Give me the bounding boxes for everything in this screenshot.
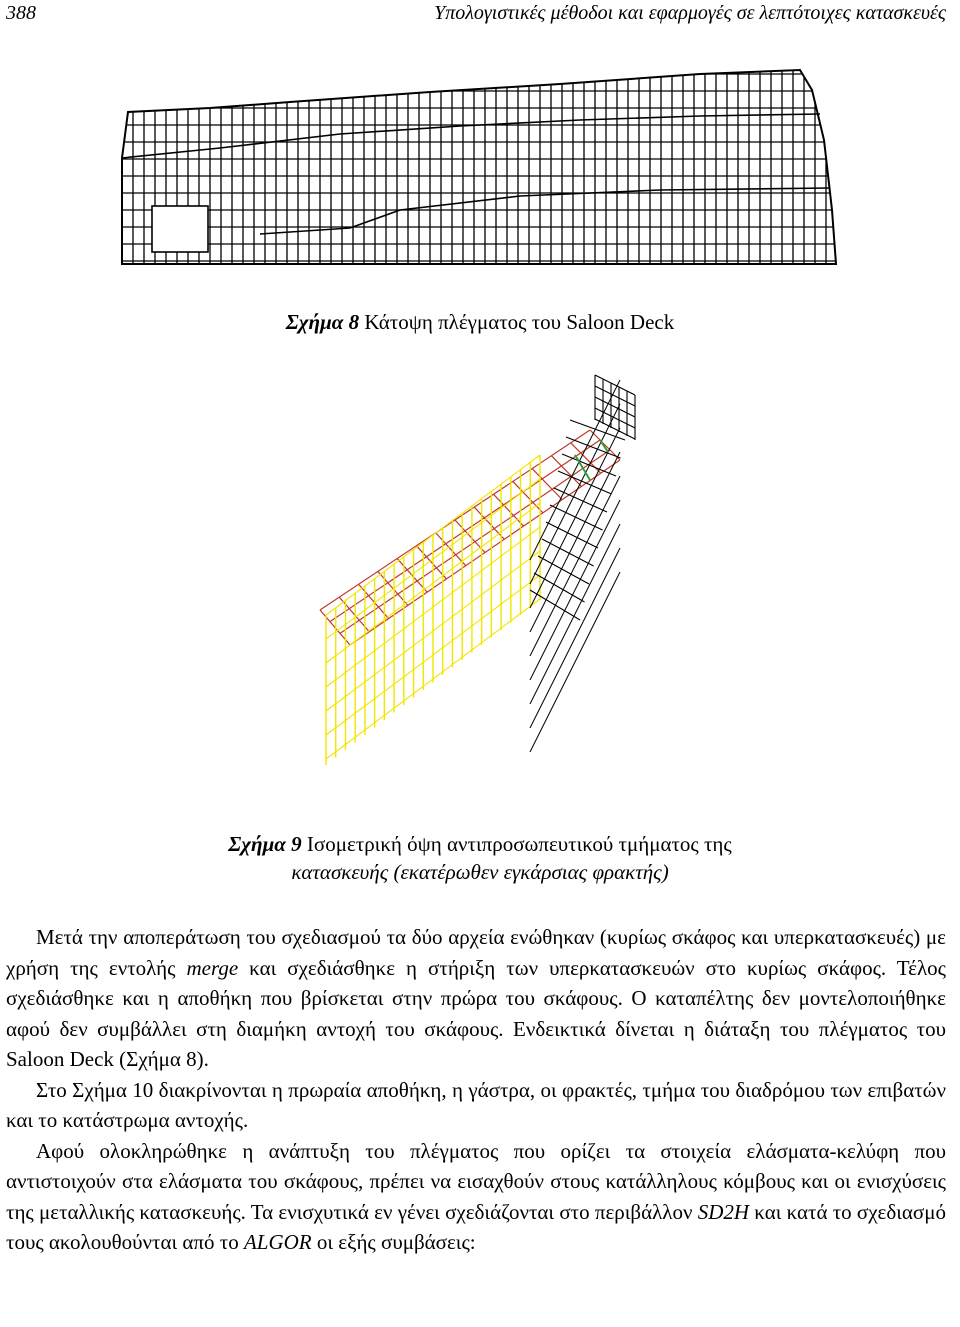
figure-9-label: Σχήμα 9: [228, 832, 302, 856]
body-text: [6, 922, 946, 1258]
algor-term: ALGOR: [243, 1230, 312, 1254]
figure-9-isometric-view: [290, 360, 670, 790]
figure-9-caption-line2: κατασκευής (εκατέρωθεν εγκάρσιας φρακτής): [291, 860, 669, 884]
figure-8-caption-text: Κάτοψη πλέγματος του Saloon Deck: [359, 310, 675, 334]
running-head: Υπολογιστικές μέθοδοι και εφαρμογές σε λεπτότοιχες κατασκευές: [434, 2, 946, 24]
saloon-deck-mesh-image: [100, 50, 860, 310]
paragraph-3-text-cont: και κατά το σχεδιασμό τους ακολουθούνται από το: [6, 1199, 946, 1254]
paragraph-3: [6, 1136, 946, 1258]
figure-9-caption: [0, 830, 960, 886]
paragraph-1: [6, 922, 946, 1075]
paragraph-3-text: Αφού ολοκληρώθηκε η ανάπτυξη του πλέγματος που ορίζει τα στοιχεία ελάσματα-κελύφη που αντιστοιχούν στα ελάσματα του σκάφους, πρέπει να εισαχθούν στους κατάλληλους κόμβους και οι ενισχύσεις της μεταλλικής κατασκευής. Τα ενισχυτικά εν γένει σχεδιάζονται στο περιβάλλον: [6, 1138, 946, 1224]
figure-8-caption: [0, 308, 960, 336]
figure-8-label: Σχήμα 8: [285, 310, 360, 334]
merge-command: merge: [186, 955, 239, 980]
paragraph-2: Στο Σχήμα 10 διακρίνονται η πρωραία αποθήκη, η γάστρα, οι φρακτές, τμήμα του διαδρόμου των επιβατών και το κατάστρωμα αντοχής.: [6, 1077, 946, 1132]
page-header: [0, 0, 960, 28]
page-number: 388: [6, 2, 36, 24]
paragraph-1-text: Μετά την αποπεράτωση του σχεδιασμού τα δύο αρχεία ενώθηκαν (κυρίως σκάφος και υπερκατασκευές) με χρήση της εντολής: [6, 925, 946, 980]
sd2h-term: SD2H: [697, 1199, 750, 1224]
isometric-mesh-image: [290, 360, 670, 790]
figure-8-mesh-plan: [100, 50, 860, 310]
figure-9-caption-line1: Ισομετρική όψη αντιπροσωπευτικού τμήματος της: [301, 832, 732, 856]
paragraph-3-text-end: οι εξής συμβάσεις:: [311, 1230, 476, 1254]
paragraph-1-text-cont: και σχεδιάσθηκε η στήριξη των υπερκατασκευών στο κυρίως σκάφος. Τέλος σχεδιάσθηκε και η αποθήκη που βρίσκεται στην πρώρα του σκάφους. Ο καταπέλτης δεν μοντελοποιήθηκε αφού δεν συμβάλλει στη διαμήκη αντοχή του σκάφους. Ενδεικτικά δίνεται η διάταξη του πλέγματος του Saloon Deck (Σχήμα 8).: [6, 955, 946, 1071]
